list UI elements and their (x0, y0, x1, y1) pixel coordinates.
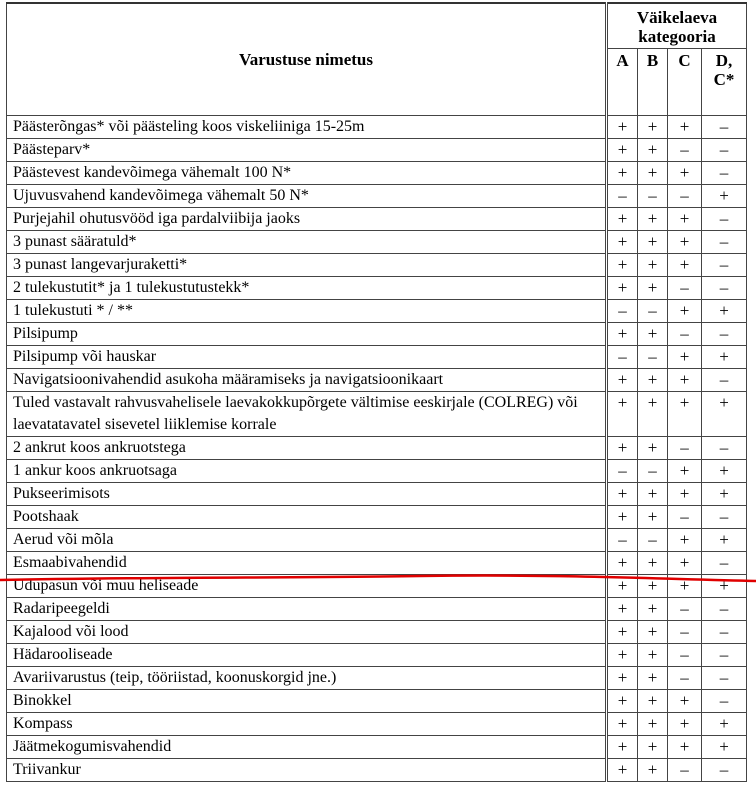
equipment-name: Kompass (7, 713, 607, 736)
table-row (7, 162, 747, 185)
equipment-name: Binokkel (7, 690, 607, 713)
mark-d: + (702, 483, 747, 506)
mark-b: + (638, 759, 668, 782)
mark-d: + (702, 460, 747, 483)
mark-c: + (668, 162, 702, 185)
col-header-d-line2: C* (713, 70, 735, 89)
mark-a: + (607, 254, 638, 277)
equipment-name: 3 punast sääratuld* (7, 231, 607, 254)
mark-c: – (668, 185, 702, 208)
mark-b: + (638, 254, 668, 277)
mark-b: – (638, 529, 668, 552)
equipment-name: Navigatsioonivahendid asukoha määramiseks ja navigatsioonikaart (7, 369, 607, 392)
mark-a: + (607, 483, 638, 506)
name-column-header: Varustuse nimetus (7, 3, 607, 116)
table-row (7, 736, 747, 759)
mark-b: + (638, 162, 668, 185)
mark-a: + (607, 277, 638, 300)
equipment-name: Radaripeegeldi (7, 598, 607, 621)
equipment-name: Aerud või mõla (7, 529, 607, 552)
table-row (7, 552, 747, 575)
mark-d: + (702, 529, 747, 552)
mark-c: – (668, 644, 702, 667)
mark-c: – (668, 277, 702, 300)
mark-d: – (702, 254, 747, 277)
col-header-d-line1: D, (715, 51, 733, 70)
mark-b: + (638, 392, 668, 437)
equipment-name: 3 punast langevarjuraketti* (7, 254, 607, 277)
mark-c: – (668, 759, 702, 782)
mark-b: + (638, 598, 668, 621)
equipment-name: Pukseerimisots (7, 483, 607, 506)
mark-c: + (668, 231, 702, 254)
mark-c: + (668, 116, 702, 139)
mark-a: + (607, 162, 638, 185)
mark-a: + (607, 575, 638, 598)
mark-b: + (638, 277, 668, 300)
equipment-name: 1 tulekustuti * / ** (7, 300, 607, 323)
equipment-name: Purjejahil ohutusvööd iga pardalviibija jaoks (7, 208, 607, 231)
mark-b: + (638, 323, 668, 346)
mark-c: – (668, 437, 702, 460)
mark-d: + (702, 300, 747, 323)
equipment-name: Ujuvusvahend kandevõimega vähemalt 50 N* (7, 185, 607, 208)
mark-a: + (607, 231, 638, 254)
mark-b: + (638, 667, 668, 690)
mark-d: – (702, 369, 747, 392)
mark-a: + (607, 644, 638, 667)
table-row (7, 139, 747, 162)
mark-b: + (638, 644, 668, 667)
equipment-name: Esmaabivahendid (7, 552, 607, 575)
mark-c: – (668, 621, 702, 644)
equipment-name: Tuled vastavalt rahvusvahelisele laevakokkupõrgete vältimise eeskirjale (COLREG) või laevatatavatel sisevetel liiklemise korrale (7, 392, 607, 437)
equipment-name: Avariivarustus (teip, tööriistad, koonuskorgid jne.) (7, 667, 607, 690)
mark-a: + (607, 713, 638, 736)
mark-b: + (638, 369, 668, 392)
mark-a: – (607, 300, 638, 323)
category-title-line2: kategooria (638, 27, 716, 46)
table-row (7, 185, 747, 208)
mark-a: + (607, 139, 638, 162)
mark-b: + (638, 552, 668, 575)
mark-b: + (638, 713, 668, 736)
mark-a: – (607, 346, 638, 369)
equipment-name: Udupasun või muu heliseade (7, 575, 607, 598)
table-row (7, 667, 747, 690)
mark-a: + (607, 690, 638, 713)
equipment-name: Jäätmekogumisvahendid (7, 736, 607, 759)
mark-d: + (702, 346, 747, 369)
mark-d: – (702, 759, 747, 782)
mark-d: – (702, 231, 747, 254)
table-row (7, 621, 747, 644)
mark-b: + (638, 208, 668, 231)
mark-c: + (668, 736, 702, 759)
mark-b: + (638, 231, 668, 254)
mark-d: – (702, 506, 747, 529)
mark-a: + (607, 392, 638, 437)
mark-d: – (702, 162, 747, 185)
col-header-b: B (638, 49, 668, 116)
mark-a: + (607, 759, 638, 782)
mark-b: – (638, 460, 668, 483)
mark-c: + (668, 460, 702, 483)
mark-a: + (607, 506, 638, 529)
mark-c: + (668, 346, 702, 369)
mark-d: + (702, 575, 747, 598)
table-row (7, 644, 747, 667)
table-row (7, 460, 747, 483)
mark-c: + (668, 300, 702, 323)
mark-d: – (702, 208, 747, 231)
table-row (7, 575, 747, 598)
mark-c: + (668, 208, 702, 231)
mark-d: – (702, 690, 747, 713)
mark-a: – (607, 185, 638, 208)
mark-b: + (638, 506, 668, 529)
table-row (7, 506, 747, 529)
table-row (7, 598, 747, 621)
mark-a: + (607, 736, 638, 759)
equipment-name: 2 ankrut koos ankruotstega (7, 437, 607, 460)
mark-d: – (702, 598, 747, 621)
mark-b: + (638, 139, 668, 162)
table-row (7, 300, 747, 323)
table-row (7, 208, 747, 231)
equipment-name: Päästeparv* (7, 139, 607, 162)
mark-d: – (702, 277, 747, 300)
category-title-line1: Väikelaeva (636, 8, 718, 27)
mark-b: + (638, 736, 668, 759)
equipment-name: Päästerõngas* või päästeling koos viskeliiniga 15-25m (7, 116, 607, 139)
mark-c: + (668, 552, 702, 575)
col-header-c: C (668, 49, 702, 116)
mark-c: + (668, 713, 702, 736)
mark-d: + (702, 736, 747, 759)
mark-d: + (702, 185, 747, 208)
equipment-name: Pootshaak (7, 506, 607, 529)
mark-c: – (668, 598, 702, 621)
mark-b: – (638, 300, 668, 323)
table-row (7, 231, 747, 254)
table-row (7, 392, 747, 437)
mark-a: – (607, 460, 638, 483)
table-row (7, 437, 747, 460)
mark-c: + (668, 483, 702, 506)
mark-c: – (668, 506, 702, 529)
mark-a: + (607, 116, 638, 139)
mark-b: + (638, 116, 668, 139)
mark-b: + (638, 483, 668, 506)
equipment-name: Päästevest kandevõimega vähemalt 100 N* (7, 162, 607, 185)
mark-d: – (702, 552, 747, 575)
mark-a: + (607, 369, 638, 392)
table-body (7, 116, 747, 782)
mark-d: – (702, 644, 747, 667)
mark-a: + (607, 208, 638, 231)
mark-d: – (702, 621, 747, 644)
table-row (7, 369, 747, 392)
mark-a: + (607, 437, 638, 460)
mark-a: – (607, 529, 638, 552)
mark-c: – (668, 323, 702, 346)
mark-d: – (702, 116, 747, 139)
mark-c: + (668, 529, 702, 552)
col-header-d (702, 49, 747, 116)
mark-b: – (638, 185, 668, 208)
mark-b: + (638, 575, 668, 598)
table-row (7, 346, 747, 369)
table-row (7, 277, 747, 300)
equipment-table (6, 2, 747, 782)
mark-d: + (702, 392, 747, 437)
mark-d: – (702, 667, 747, 690)
mark-c: + (668, 369, 702, 392)
mark-a: + (607, 598, 638, 621)
table-row (7, 483, 747, 506)
mark-c: + (668, 254, 702, 277)
mark-a: + (607, 621, 638, 644)
equipment-name: Pilsipump (7, 323, 607, 346)
equipment-name: 2 tulekustutit* ja 1 tulekustutustekk* (7, 277, 607, 300)
category-header (607, 3, 747, 49)
equipment-name: Pilsipump või hauskar (7, 346, 607, 369)
mark-d: + (702, 713, 747, 736)
mark-c: + (668, 575, 702, 598)
mark-b: + (638, 621, 668, 644)
table-row (7, 690, 747, 713)
mark-c: – (668, 139, 702, 162)
mark-b: – (638, 346, 668, 369)
mark-d: – (702, 323, 747, 346)
equipment-name: Kajalood või lood (7, 621, 607, 644)
mark-a: + (607, 323, 638, 346)
col-header-a: A (607, 49, 638, 116)
table-row (7, 323, 747, 346)
table-row (7, 713, 747, 736)
table-row (7, 116, 747, 139)
mark-a: + (607, 667, 638, 690)
mark-a: + (607, 552, 638, 575)
table-row (7, 759, 747, 782)
mark-b: + (638, 437, 668, 460)
mark-c: + (668, 392, 702, 437)
mark-d: – (702, 139, 747, 162)
equipment-name: Triivankur (7, 759, 607, 782)
mark-d: – (702, 437, 747, 460)
table-row (7, 529, 747, 552)
equipment-name: Hädarooliseade (7, 644, 607, 667)
equipment-name: 1 ankur koos ankruotsaga (7, 460, 607, 483)
mark-b: + (638, 690, 668, 713)
table-row (7, 254, 747, 277)
mark-c: – (668, 667, 702, 690)
mark-c: + (668, 690, 702, 713)
